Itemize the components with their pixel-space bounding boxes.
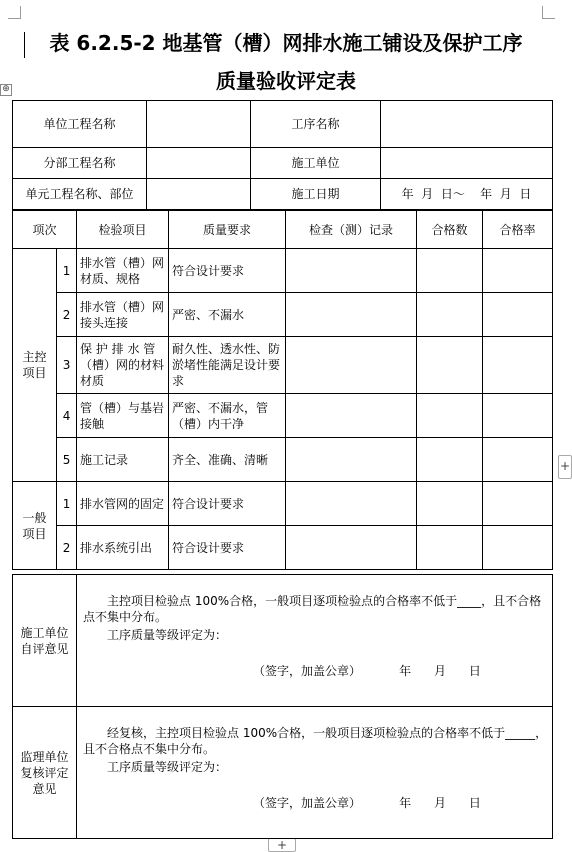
- pass-rate-cell[interactable]: [483, 337, 553, 394]
- item-requirement: 严密、不漏水，管（槽）内干净: [169, 394, 286, 438]
- review-label: 监理单位复核评定意见: [13, 707, 77, 839]
- pass-count-cell[interactable]: [417, 394, 483, 438]
- record-cell[interactable]: [286, 337, 417, 394]
- item-requirement: 严密、不漏水: [169, 293, 286, 337]
- table-row: [13, 482, 553, 526]
- process-name-label: 工序名称: [251, 101, 381, 148]
- col-header-no: 项次: [13, 211, 77, 249]
- pass-count-cell[interactable]: [417, 249, 483, 293]
- item-number: 2: [57, 293, 77, 337]
- review-text: 经复核，主控项目检验点 100%合格，一般项目逐项检验点的合格率不低于_____，且不合格点不集中分布。: [83, 726, 548, 756]
- item-number: 1: [57, 249, 77, 293]
- division-project-value[interactable]: [147, 148, 251, 179]
- title-line-2: 质量验收评定表: [216, 69, 356, 93]
- col-header-requirement: 质量要求: [169, 211, 286, 249]
- construction-unit-label: 施工单位: [251, 148, 381, 179]
- review-content[interactable]: [77, 707, 553, 839]
- info-table: [12, 100, 553, 210]
- item-requirement: 符合设计要求: [169, 526, 286, 570]
- self-eval-signature: （签字，加盖公章） 年 月 日: [253, 664, 481, 678]
- pass-rate-cell[interactable]: [483, 482, 553, 526]
- pass-rate-cell[interactable]: [483, 394, 553, 438]
- item-number: 4: [57, 394, 77, 438]
- unit-project-value[interactable]: [147, 101, 251, 148]
- pass-rate-cell[interactable]: [483, 293, 553, 337]
- record-cell[interactable]: [286, 394, 417, 438]
- col-header-item: 检验项目: [77, 211, 169, 249]
- element-project-label: 单元工程名称、部位: [13, 179, 147, 210]
- construction-unit-value[interactable]: [381, 148, 553, 179]
- self-eval-content[interactable]: [77, 575, 553, 707]
- self-eval-label: 施工单位自评意见: [13, 575, 77, 707]
- item-number: 3: [57, 337, 77, 394]
- item-requirement: 符合设计要求: [169, 249, 286, 293]
- record-cell[interactable]: [286, 293, 417, 337]
- col-header-record: 检查（测）记录: [286, 211, 417, 249]
- item-requirement: 耐久性、透水性、防淤堵性能满足设计要求: [169, 337, 286, 394]
- review-signature: （签字，加盖公章） 年 月 日: [253, 796, 481, 810]
- pass-count-cell[interactable]: [417, 438, 483, 482]
- record-cell[interactable]: [286, 249, 417, 293]
- pass-count-cell[interactable]: [417, 337, 483, 394]
- pass-count-cell[interactable]: [417, 526, 483, 570]
- division-project-label: 分部工程名称: [13, 148, 147, 179]
- title-line-1: 表 6.2.5-2 地基管（槽）网排水施工铺设及保护工序: [49, 31, 523, 55]
- page-corner-mark-top-right: [542, 6, 555, 19]
- table-row: [13, 526, 553, 570]
- col-header-pass-rate: 合格率: [483, 211, 553, 249]
- record-cell[interactable]: [286, 526, 417, 570]
- construction-date-value[interactable]: 年 月 日～ 年 月 日: [381, 179, 553, 210]
- record-cell[interactable]: [286, 438, 417, 482]
- table-move-handle-icon[interactable]: ⊕: [0, 84, 12, 96]
- item-number: 5: [57, 438, 77, 482]
- add-row-icon[interactable]: +: [558, 455, 572, 479]
- item-number: 2: [57, 526, 77, 570]
- inspection-table: [12, 210, 553, 570]
- add-column-icon[interactable]: +: [268, 838, 296, 852]
- record-cell[interactable]: [286, 482, 417, 526]
- table-row: [13, 249, 553, 293]
- item-name: 排水管（槽）网接头连接: [77, 293, 169, 337]
- table-row: [13, 438, 553, 482]
- table-row: [13, 337, 553, 394]
- pass-count-cell[interactable]: [417, 293, 483, 337]
- table-row: [13, 394, 553, 438]
- self-eval-grade-text: 工序质量等级评定为：: [107, 628, 228, 642]
- pass-rate-cell[interactable]: [483, 249, 553, 293]
- general-items-group-label: 一般 项目: [13, 482, 57, 570]
- item-name: 排水管（槽）网材质、规格: [77, 249, 169, 293]
- text-cursor: [24, 32, 25, 58]
- review-grade-text: 工序质量等级评定为：: [107, 760, 228, 774]
- col-header-pass-count: 合格数: [417, 211, 483, 249]
- element-project-value[interactable]: [147, 179, 251, 210]
- self-eval-text: 主控项目检验点 100%合格，一般项目逐项检验点的合格率不低于____，且不合格点不集中分布。: [83, 594, 542, 624]
- item-name: 管（槽）与基岩接触: [77, 394, 169, 438]
- item-number: 1: [57, 482, 77, 526]
- item-name: 排水系统引出: [77, 526, 169, 570]
- evaluation-table: [12, 574, 553, 839]
- page-corner-mark-top-left: [8, 6, 21, 19]
- pass-rate-cell[interactable]: [483, 438, 553, 482]
- pass-count-cell[interactable]: [417, 482, 483, 526]
- unit-project-label: 单位工程名称: [13, 101, 147, 148]
- item-requirement: 符合设计要求: [169, 482, 286, 526]
- process-name-value[interactable]: [381, 101, 553, 148]
- item-requirement: 齐全、准确、清晰: [169, 438, 286, 482]
- construction-date-label: 施工日期: [251, 179, 381, 210]
- main-items-group-label: 主控 项目: [13, 249, 57, 482]
- item-name: 保 护 排 水 管（槽）网的材料材质: [77, 337, 169, 394]
- item-name: 排水管网的固定: [77, 482, 169, 526]
- table-row: [13, 293, 553, 337]
- pass-rate-cell[interactable]: [483, 526, 553, 570]
- item-name: 施工记录: [77, 438, 169, 482]
